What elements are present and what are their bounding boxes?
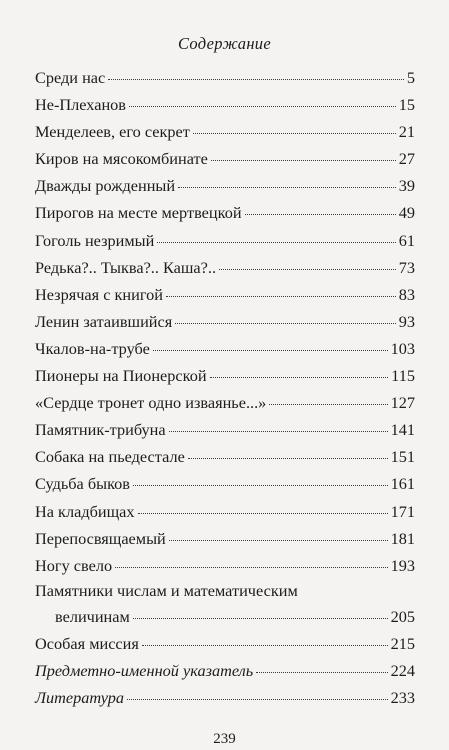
toc-entry-label: Памятник-трибуна	[35, 420, 166, 440]
leader-dots	[245, 214, 396, 215]
page-number: 239	[213, 731, 236, 747]
toc-entry	[35, 308, 415, 335]
toc-entry-label: Памятники числам и математическим	[35, 580, 298, 600]
toc-entry-line1	[35, 579, 415, 603]
leader-dots	[166, 296, 396, 297]
toc-entry	[35, 630, 415, 657]
toc-entry-page: 205	[390, 606, 415, 626]
leader-dots	[193, 133, 396, 134]
toc-entry	[35, 281, 415, 308]
toc-entry-page: 161	[390, 474, 415, 494]
toc-entry-label: Дважды рожденный	[35, 176, 176, 196]
toc-entry	[35, 227, 415, 254]
toc-entry-page: 215	[390, 633, 415, 653]
toc-entry-page: 103	[390, 338, 415, 358]
toc-entry-label: Пионеры на Пионерской	[35, 366, 207, 386]
leader-dots	[256, 672, 387, 673]
toc-entry-label: На кладбищах	[35, 501, 135, 521]
toc-entry	[35, 443, 415, 470]
toc-entry-page: 27	[398, 149, 415, 169]
leader-dots	[127, 699, 388, 700]
toc-entry	[35, 498, 415, 525]
toc-entry-label: Не-Плеханов	[35, 95, 126, 115]
toc-entry-label: Особая миссия	[35, 633, 139, 653]
toc-entry-bibliography	[35, 684, 415, 711]
toc-entry-label: Пирогов на месте мертвецкой	[35, 203, 242, 223]
leader-dots	[269, 404, 387, 405]
toc-entry-page: 83	[398, 284, 415, 304]
toc-entry-page: 224	[390, 660, 415, 680]
toc-entry	[35, 470, 415, 497]
toc-entry-page: 127	[390, 393, 415, 413]
toc-entry-page: 93	[398, 311, 415, 331]
toc-entry-label-continued: величинам	[55, 606, 130, 626]
toc-entry-label: Ногу свело	[35, 555, 113, 575]
leader-dots	[129, 106, 396, 107]
leader-dots	[169, 540, 388, 541]
toc-entry-page: 115	[391, 366, 415, 386]
leader-dots	[175, 323, 395, 324]
toc-entry-label: Менделеев, его секрет	[35, 122, 190, 142]
toc-entry	[35, 525, 415, 552]
leader-dots	[210, 377, 389, 378]
toc-entry	[35, 199, 415, 226]
leader-dots	[108, 79, 404, 80]
toc-entry-label: Чкалов-на-трубе	[35, 338, 150, 358]
toc-entry-page: 181	[390, 528, 415, 548]
toc-entry	[35, 145, 415, 172]
toc-entry-page: 21	[398, 122, 415, 142]
toc-entry-page: 171	[390, 501, 415, 521]
toc-entry-label: Перепосвящаемый	[35, 528, 166, 548]
toc-entry	[35, 64, 415, 91]
toc-entry-page: 193	[390, 555, 415, 575]
toc-entry-page: 49	[398, 203, 415, 223]
leader-dots	[153, 350, 388, 351]
leader-dots	[115, 567, 387, 568]
toc-entry-label: Гоголь незримый	[35, 230, 155, 250]
toc-entry	[35, 335, 415, 362]
leader-dots	[219, 269, 396, 270]
toc-entry-label: «Сердце тронет одно изваянье...»	[35, 393, 267, 413]
toc-entry-label: Незрячая с книгой	[35, 284, 163, 304]
leader-dots	[188, 458, 388, 459]
toc-entry-label: Редька?.. Тыква?.. Каша?..	[35, 257, 217, 277]
leader-dots	[133, 618, 388, 619]
leader-dots	[211, 160, 396, 161]
toc-entry-page: 233	[390, 688, 415, 708]
toc-entry-page: 39	[398, 176, 415, 196]
toc-entry-label: Литература	[35, 688, 125, 708]
toc-entry	[35, 416, 415, 443]
toc-entry-label: Собака на пьедестале	[35, 447, 185, 467]
toc-entry	[35, 552, 415, 579]
page-title: Содержание	[177, 34, 271, 53]
table-of-contents	[35, 64, 415, 711]
toc-entry	[35, 172, 415, 199]
toc-entry	[35, 118, 415, 145]
toc-entry-page: 61	[398, 230, 415, 250]
toc-entry-label: Судьба быков	[35, 474, 130, 494]
toc-entry-page: 15	[398, 95, 415, 115]
toc-entry	[35, 91, 415, 118]
toc-entry-page: 5	[406, 68, 415, 87]
leader-dots	[169, 431, 388, 432]
leader-dots	[142, 645, 388, 646]
leader-dots	[157, 242, 395, 243]
toc-entry	[35, 254, 415, 281]
toc-entry	[35, 362, 415, 389]
toc-entry-index	[35, 657, 415, 684]
leader-dots	[133, 485, 388, 486]
toc-entry-page: 141	[390, 420, 415, 440]
toc-entry-page: 151	[390, 447, 415, 467]
toc-entry	[35, 389, 415, 416]
toc-entry-label: Киров на мясокомбинате	[35, 149, 208, 169]
toc-entry-line2	[35, 603, 415, 630]
leader-dots	[178, 187, 396, 188]
toc-entry-label: Ленин затаившийся	[35, 311, 173, 331]
toc-entry-label: Предметно-именной указатель	[35, 660, 254, 680]
leader-dots	[138, 513, 388, 514]
toc-entry-page: 73	[398, 257, 415, 277]
toc-entry-label: Среди нас	[35, 68, 106, 87]
